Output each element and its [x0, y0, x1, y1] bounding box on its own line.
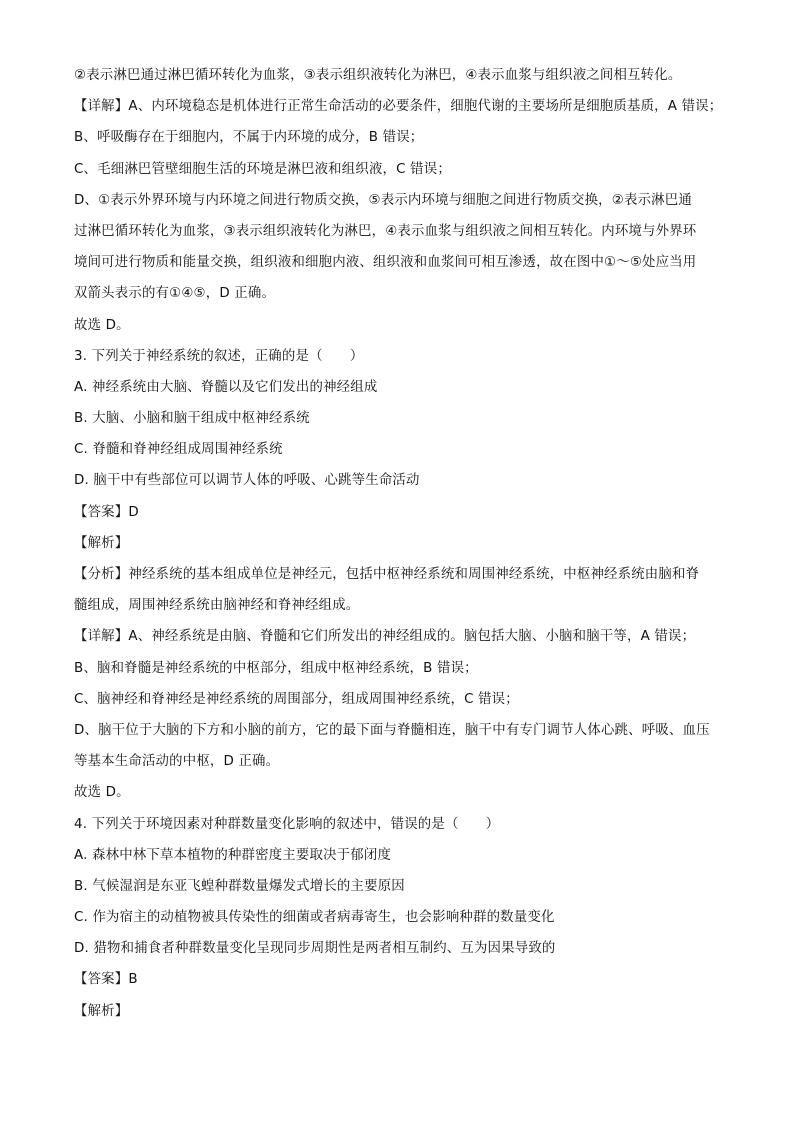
- option-d: D. 脑干中有些部位可以调节人体的呼吸、心跳等生命活动: [74, 473, 420, 489]
- option-b: B. 大脑、小脑和脑干组成中枢神经系统: [74, 411, 310, 427]
- analysis-label: 【解析】: [74, 535, 129, 551]
- text-line: 髓组成，周围神经系统由脑神经和脊神经组成。: [74, 598, 360, 614]
- text-line: D、①表示外界环境与内环境之间进行物质交换，⑤表示内环境与细胞之间进行物质交换，②表示淋巴通: [74, 192, 692, 208]
- text-line: C、脑神经和脊神经是神经系统的周围部分，组成周围神经系统，C 错误；: [74, 691, 519, 707]
- text-line: 故选 D。: [74, 785, 130, 801]
- text-line: B、呼吸酶存在于细胞内，不属于内环境的成分，B 错误；: [74, 130, 424, 146]
- option-a: A. 森林中林下草本植物的种群密度主要取决于郁闭度: [74, 847, 392, 863]
- text-line: D、脑干位于大脑的下方和小脑的前方，它的最下面与脊髓相连，脑干中有专门调节人体心跳、呼吸、血压: [74, 722, 710, 738]
- option-b: B. 气候湿润是东亚飞蝗种群数量爆发式增长的主要原因: [74, 878, 405, 894]
- analysis-label: 【解析】: [74, 1003, 129, 1019]
- option-c: C. 作为宿主的动植物被具传染性的细菌或者病毒寄生，也会影响种群的数量变化: [74, 910, 555, 926]
- text-line: 故选 D。: [74, 317, 130, 333]
- text-line: 【分析】神经系统的基本组成单位是神经元，包括中枢神经系统和周围神经系统，中枢神经系统由脑和脊: [74, 567, 700, 582]
- option-d: D. 猎物和捕食者种群数量变化呈现同步周期性是两者相互制约、互为因果导致的: [74, 941, 556, 957]
- text-line: B、脑和脊髓是神经系统的中枢部分，组成中枢神经系统，B 错误；: [74, 660, 478, 676]
- text-line: 【详解】A、神经系统是由脑、脊髓和它们所发出的神经组成的。脑包括大脑、小脑和脑干等，A 错误；: [74, 629, 696, 645]
- answer-label: 【答案】D: [74, 504, 139, 520]
- text-line: 双箭头表示的有①④⑤，D 正确。: [74, 286, 276, 302]
- text-line: 过淋巴循环转化为血浆，③表示组织液转化为淋巴，④表示血浆与组织液之间相互转化。内环境与外界环: [74, 223, 697, 239]
- question-3-stem: 3. 下列关于神经系统的叙述，正确的是（ ）: [74, 348, 364, 364]
- text-line: 【详解】A、内环境稳态是机体进行正常生命活动的必要条件，细胞代谢的主要场所是细胞质基质，A 错误；: [74, 99, 723, 115]
- text-line: ②表示淋巴通过淋巴循环转化为血浆，③表示组织液转化为淋巴，④表示血浆与组织液之间相互转化。: [74, 68, 682, 83]
- text-line: C、毛细淋巴管壁细胞生活的环境是淋巴液和组织液，C 错误；: [74, 161, 451, 177]
- question-4-stem: 4. 下列关于环境因素对种群数量变化影响的叙述中，错误的是（ ）: [74, 816, 500, 832]
- answer-label: 【答案】B: [74, 972, 138, 988]
- option-c: C. 脊髓和脊神经组成周围神经系统: [74, 442, 283, 458]
- text-line: 境间可进行物质和能量交换，组织液和细胞内液、组织液和血浆间可相互渗透，故在图中①～⑤处应当用: [74, 255, 697, 271]
- option-a: A. 神经系统由大脑、脊髓以及它们发出的神经组成: [74, 379, 378, 395]
- document-page: [74, 60, 724, 1027]
- text-line: 等基本生命活动的中枢，D 正确。: [74, 754, 280, 770]
